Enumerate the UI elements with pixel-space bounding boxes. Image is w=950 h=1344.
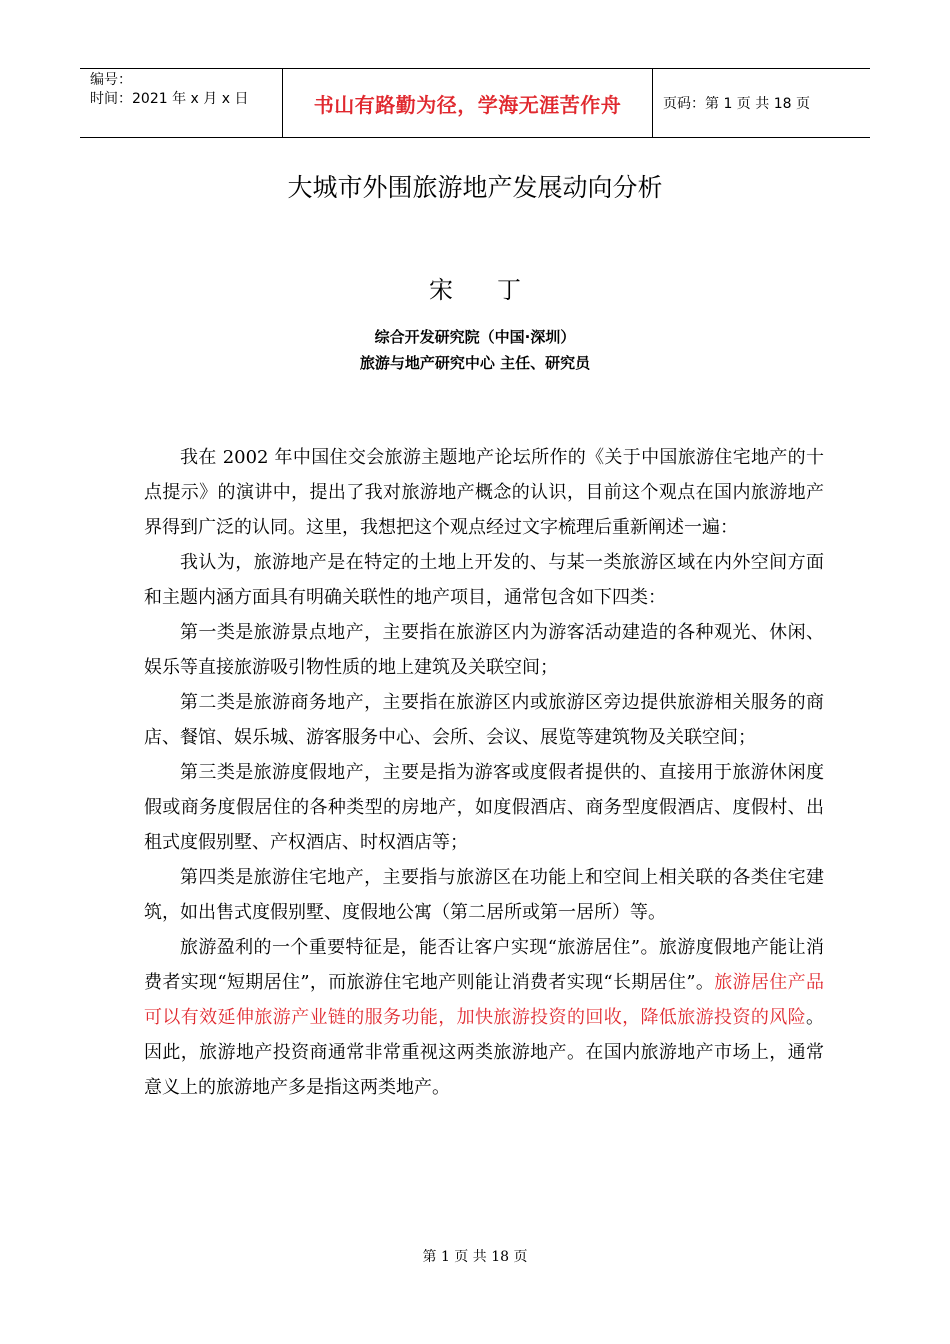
author-affiliation-institute: 综合开发研究院（中国·深圳） bbox=[374, 328, 576, 346]
document-header bbox=[80, 68, 870, 138]
document-author: 宋丁 bbox=[429, 276, 565, 304]
body-paragraph-last bbox=[144, 930, 824, 1105]
page-footer: 第 1 页 共 18 页 bbox=[422, 1249, 528, 1265]
highlighted-text: 旅游居住产品可以有效延伸旅游产业链的服务功能，加快旅游投资的回收，降低旅游投资的风险 bbox=[144, 972, 825, 1028]
document-time-label: 时间：2021 年 x 月 x 日 bbox=[90, 91, 249, 107]
header-motto: 书山有路勤为径，学海无涯苦作舟 bbox=[313, 92, 622, 117]
document-title: 大城市外围旅游地产发展动向分析 bbox=[287, 173, 663, 202]
body-paragraph: 第二类是旅游商务地产，主要指在旅游区内或旅游区旁边提供旅游相关服务的商店、餐馆、娱乐城、游客服务中心、会所、会议、展览等建筑物及关联空间； bbox=[144, 692, 824, 748]
paragraph-text: 旅游盈利的一个重要特征是，能否让客户实现“旅游居住”。旅游度假地产能让消费者实现“短期居住”，而旅游住宅地产则能让消费者实现“长期居住”。 bbox=[144, 937, 824, 993]
header-motto-cell bbox=[282, 69, 653, 137]
body-paragraph: 第三类是旅游度假地产，主要是指为游客或度假者提供的、直接用于旅游休闲度假或商务度假居住的各种类型的房地产，如度假酒店、商务型度假酒店、度假村、出租式度假别墅、产权酒店、时权酒店等； bbox=[144, 762, 824, 853]
header-page-info-cell bbox=[653, 69, 870, 137]
body-paragraph: 我在 2002 年中国住交会旅游主题地产论坛所作的《关于中国旅游住宅地产的十点提示》的演讲中，提出了我对旅游地产概念的认识，目前这个观点在国内旅游地产界得到广泛的认同。这里，我想把这个观点经过文字梳理后重新阐述一遍： bbox=[144, 447, 824, 538]
body-paragraph: 第一类是旅游景点地产，主要指在旅游区内为游客活动建造的各种观光、休闲、娱乐等直接旅游吸引物性质的地上建筑及关联空间； bbox=[144, 622, 824, 678]
document-number-label: 编号： bbox=[90, 72, 132, 88]
body-paragraph: 我认为，旅游地产是在特定的土地上开发的、与某一类旅游区域在内外空间方面和主题内涵方面具有明确关联性的地产项目，通常包含如下四类： bbox=[144, 552, 824, 608]
document-body bbox=[144, 440, 824, 1105]
paragraph-text: 。因此，旅游地产投资商通常非常重视这两类旅游地产。在国内旅游地产市场上，通常意义上的旅游地产多是指这两类地产。 bbox=[144, 1007, 824, 1098]
body-paragraph: 第四类是旅游住宅地产，主要指与旅游区在功能上和空间上相关联的各类住宅建筑，如出售式度假别墅、度假地公寓（第二居所或第一居所）等。 bbox=[144, 867, 824, 923]
header-meta bbox=[80, 69, 282, 137]
author-affiliation-center: 旅游与地产研究中心 主任、研究员 bbox=[359, 354, 591, 372]
header-page-info: 页码：第 1 页 共 18 页 bbox=[663, 96, 810, 112]
